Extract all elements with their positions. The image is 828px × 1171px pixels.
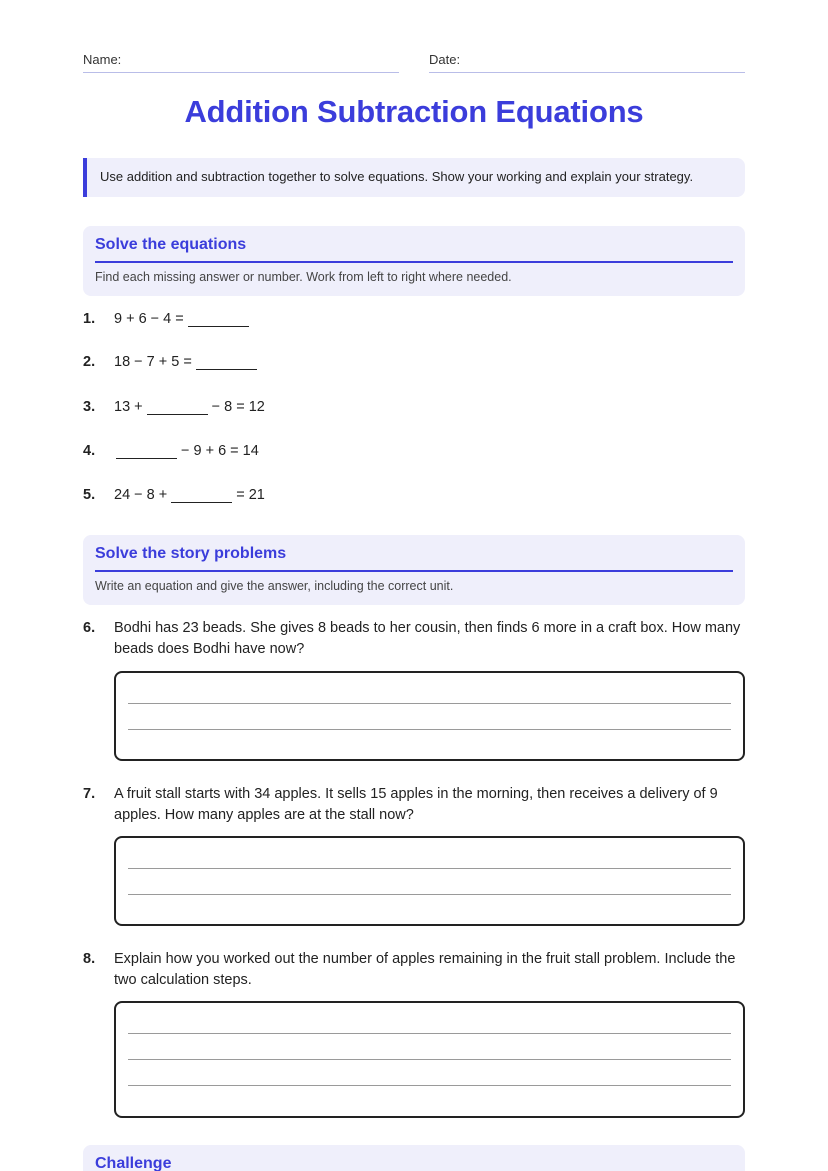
writing-line [128, 1085, 731, 1086]
writing-line [128, 894, 731, 895]
writing-line [128, 1033, 731, 1034]
section-equations [83, 226, 745, 296]
question-number: 4. [83, 443, 96, 459]
question-number: 2. [83, 354, 96, 370]
date-label: Date: [429, 52, 461, 67]
section-subtitle: Find each missing answer or number. Work from left to right where needed. [95, 270, 512, 284]
question-number: 5. [83, 487, 96, 503]
section-title: Solve the story problems [95, 535, 733, 572]
equation-text: 13 + [114, 399, 143, 415]
name-label: Name: [83, 52, 122, 67]
question-number: 3. [83, 399, 96, 415]
answer-blank[interactable] [147, 400, 208, 415]
section-title: Challenge [95, 1155, 172, 1171]
writing-line [128, 729, 731, 730]
section-subtitle: Write an equation and give the answer, including the correct unit. [95, 579, 454, 593]
question-number: 6. [83, 620, 96, 636]
section-title: Solve the equations [95, 226, 733, 263]
answer-box[interactable] [114, 671, 745, 761]
equation-text-after: − 8 = 12 [211, 399, 265, 415]
writing-line [128, 1059, 731, 1060]
equation-text-after: − 9 + 6 = 14 [181, 443, 259, 459]
date-field[interactable] [429, 52, 745, 73]
equation-text: 18 − 7 + 5 = [114, 354, 192, 370]
answer-box[interactable] [114, 836, 745, 926]
header-row [83, 52, 745, 74]
answer-blank[interactable] [196, 355, 257, 370]
question-text: A fruit stall starts with 34 apples. It sells 15 apples in the morning, then receives a delivery of 9 apples. How many apples are at the stall now? [114, 786, 718, 823]
writing-line [128, 703, 731, 704]
question-number: 1. [83, 311, 96, 327]
equation-text: 9 + 6 − 4 = [114, 311, 184, 327]
section-story-problems [83, 535, 745, 605]
equation-text-after: = 21 [236, 487, 265, 503]
story-problem-7 [83, 784, 745, 826]
page-title: Addition Subtraction Equations [184, 94, 644, 129]
answer-blank[interactable] [116, 444, 177, 459]
answer-blank[interactable] [171, 488, 232, 503]
name-field[interactable] [83, 52, 399, 73]
answer-box[interactable] [114, 1001, 745, 1118]
story-problem-6 [83, 618, 745, 660]
question-text: Bodhi has 23 beads. She gives 8 beads to her cousin, then finds 6 more in a craft box. How many beads does Bodhi have now? [114, 620, 741, 657]
equation-text: 24 − 8 + [114, 487, 168, 503]
writing-line [128, 868, 731, 869]
intro-callout: Use addition and subtraction together to solve equations. Show your working and explain your strategy. [83, 158, 745, 197]
question-number: 8. [83, 951, 96, 967]
section-challenge [83, 1145, 745, 1171]
question-text: Explain how you worked out the number of apples remaining in the fruit stall problem. Include the two calculation steps. [114, 951, 736, 988]
answer-blank[interactable] [188, 312, 249, 327]
story-problem-8 [83, 949, 745, 991]
question-number: 7. [83, 786, 96, 802]
